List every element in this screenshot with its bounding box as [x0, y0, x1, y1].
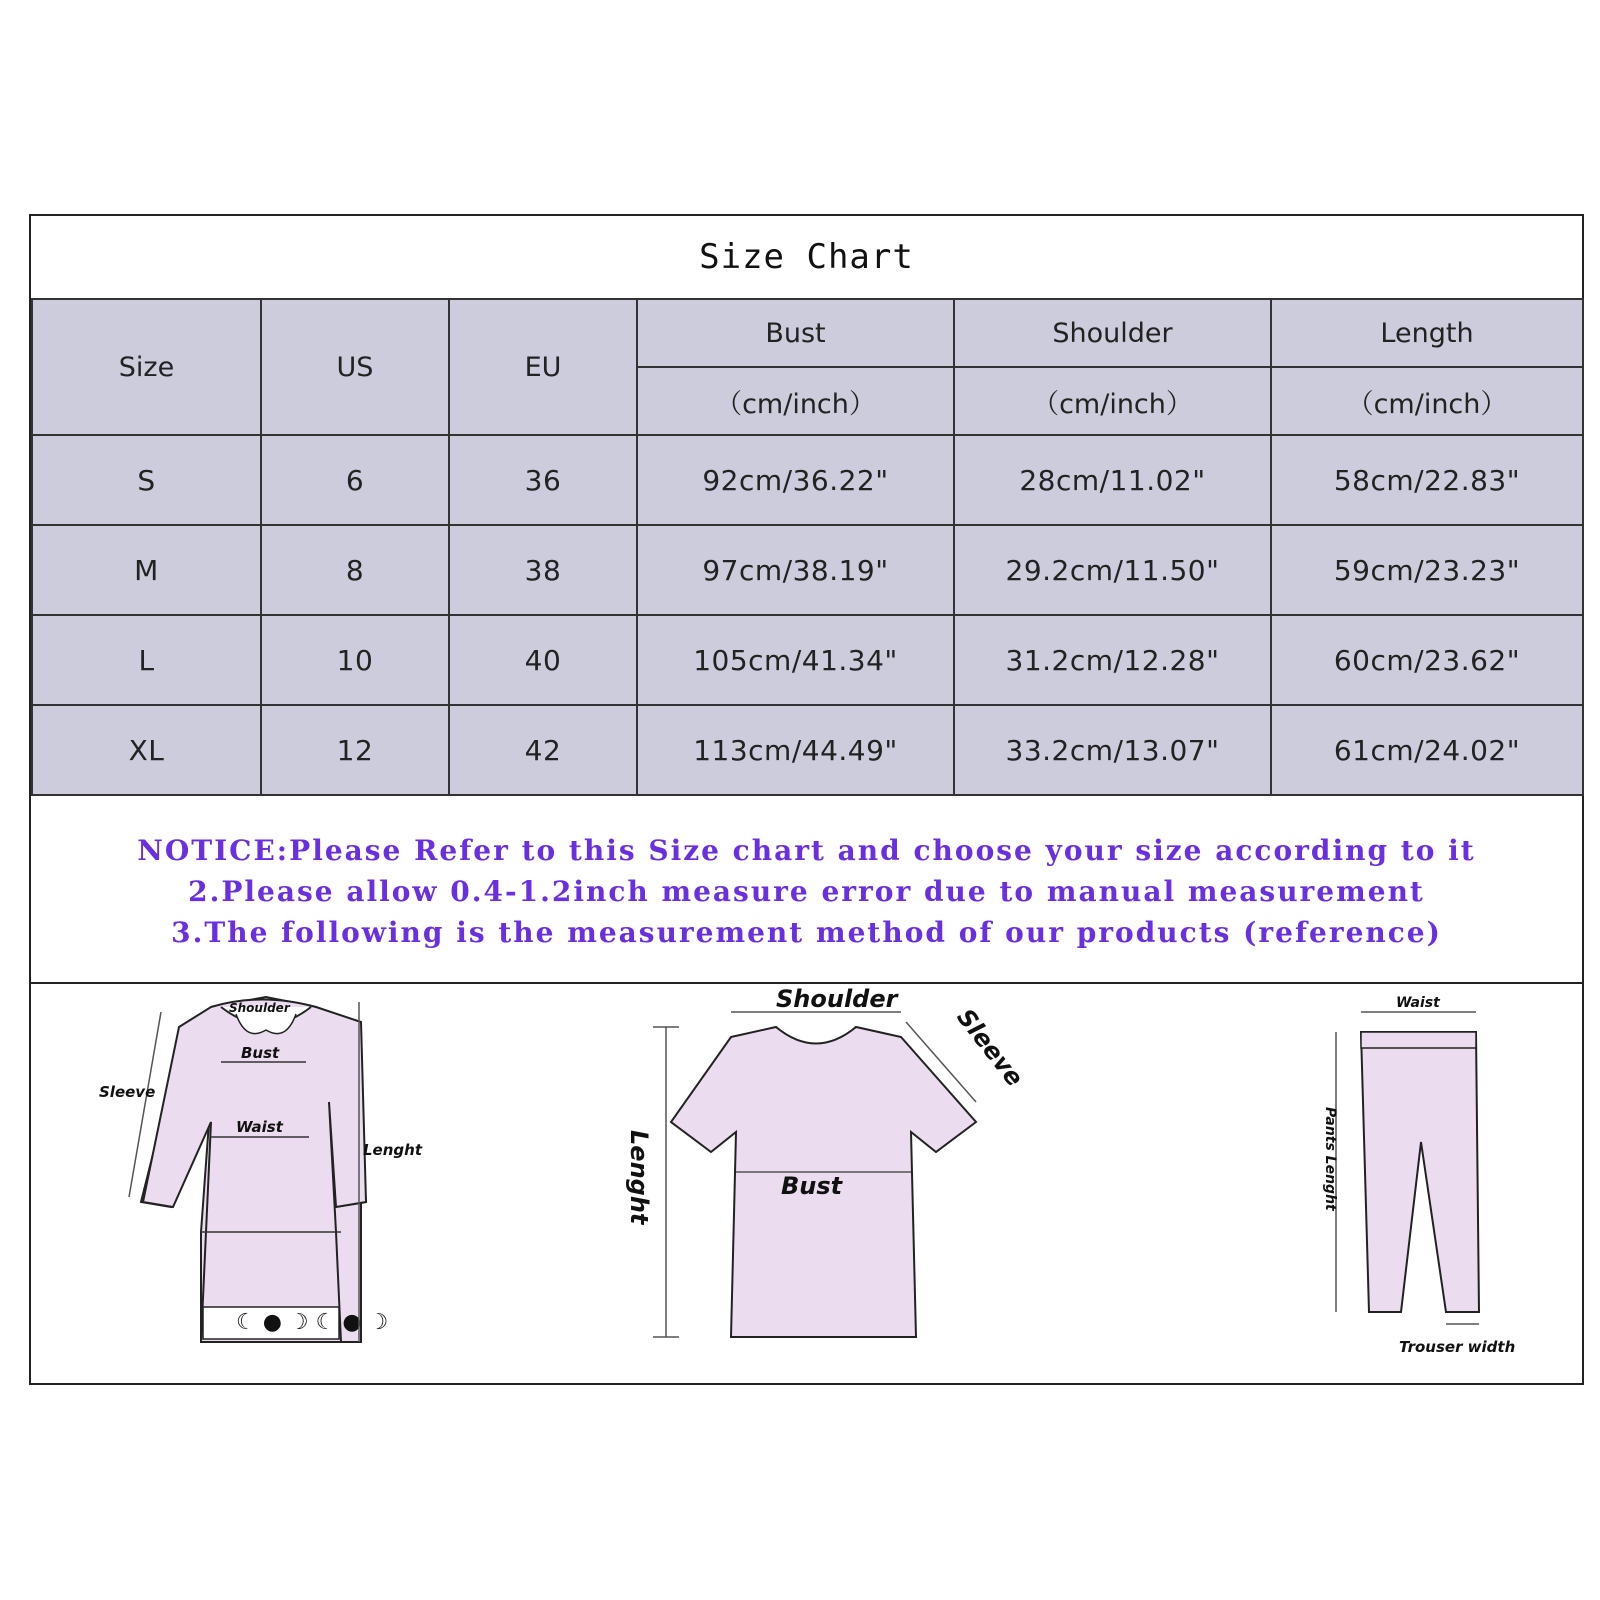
header-eu: EU — [449, 299, 637, 435]
tshirt-shoulder-label: Shoulder — [776, 985, 898, 1013]
dress-sleeve-label: Sleeve — [99, 1083, 156, 1101]
cell-length: 60cm/23.62" — [1271, 615, 1583, 705]
table-row — [32, 705, 1583, 795]
tshirt-length-label: Lenght — [625, 1130, 653, 1225]
size-table — [31, 298, 1584, 796]
notice-block — [31, 800, 1582, 984]
svg-text:☾ ● ☽ ☾ ● ☽: ☾ ● ☽ ☾ ● ☽ — [236, 1310, 389, 1335]
cell-us: 10 — [261, 615, 449, 705]
tshirt-sleeve-label: Sleeve — [951, 1003, 1029, 1092]
pants-waist-label: Waist — [1396, 995, 1440, 1011]
pants-shape — [1361, 1032, 1479, 1312]
notice-line-3: 3.The following is the measurement method of our products (reference) — [171, 915, 1442, 949]
cell-us: 8 — [261, 525, 449, 615]
dress-waist-label: Waist — [236, 1118, 283, 1136]
pants-diagram — [1301, 982, 1571, 1382]
cell-eu: 42 — [449, 705, 637, 795]
cell-length: 59cm/23.23" — [1271, 525, 1583, 615]
dress-bust-label: Bust — [241, 1044, 280, 1062]
dress-diagram — [61, 982, 441, 1382]
cell-shoulder: 28cm/11.02" — [954, 435, 1271, 525]
table-row — [32, 615, 1583, 705]
cell-size: M — [32, 525, 261, 615]
cell-us: 12 — [261, 705, 449, 795]
chart-title: Size Chart — [699, 237, 914, 277]
cell-size: L — [32, 615, 261, 705]
unit-bust: （cm/inch） — [637, 367, 954, 435]
header-bust: Bust — [637, 299, 954, 367]
cell-bust: 113cm/44.49" — [637, 705, 954, 795]
cell-length: 58cm/22.83" — [1271, 435, 1583, 525]
tshirt-bust-label: Bust — [781, 1172, 843, 1200]
notice-line-1: NOTICE:Please Refer to this Size chart and choose your size according to it — [137, 833, 1476, 867]
cell-size: XL — [32, 705, 261, 795]
cell-bust: 105cm/41.34" — [637, 615, 954, 705]
measurement-diagrams — [31, 982, 1582, 1383]
header-shoulder: Shoulder — [954, 299, 1271, 367]
cell-bust: 92cm/36.22" — [637, 435, 954, 525]
header-length: Length — [1271, 299, 1583, 367]
cell-shoulder: 31.2cm/12.28" — [954, 615, 1271, 705]
notice-line-2: 2.Please allow 0.4-1.2inch measure error due to manual measurement — [188, 874, 1425, 908]
cell-eu: 40 — [449, 615, 637, 705]
table-row — [32, 525, 1583, 615]
cell-shoulder: 29.2cm/11.50" — [954, 525, 1271, 615]
size-chart-frame — [29, 214, 1584, 1385]
title-row — [31, 216, 1582, 300]
dress-length-label: Lenght — [363, 1141, 422, 1159]
cell-shoulder: 33.2cm/13.07" — [954, 705, 1271, 795]
cell-eu: 36 — [449, 435, 637, 525]
pants-width-label: Trouser width — [1399, 1338, 1516, 1356]
dress-shoulder-label: Shoulder — [229, 1001, 290, 1015]
cell-size: S — [32, 435, 261, 525]
cell-eu: 38 — [449, 525, 637, 615]
cell-length: 61cm/24.02" — [1271, 705, 1583, 795]
header-us: US — [261, 299, 449, 435]
unit-length: （cm/inch） — [1271, 367, 1583, 435]
tshirt-diagram — [601, 982, 1061, 1382]
pants-length-label: Pants Lenght — [1322, 1107, 1338, 1211]
cell-us: 6 — [261, 435, 449, 525]
unit-shoulder: （cm/inch） — [954, 367, 1271, 435]
header-size: Size — [32, 299, 261, 435]
cell-bust: 97cm/38.19" — [637, 525, 954, 615]
table-row — [32, 435, 1583, 525]
